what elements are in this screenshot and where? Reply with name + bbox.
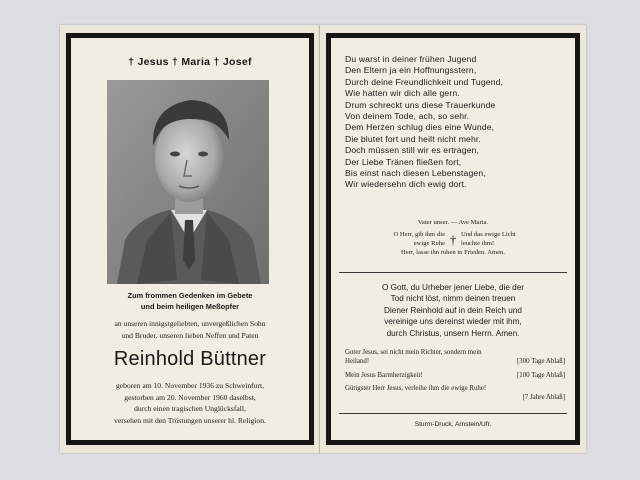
indulgence-entry <box>345 371 565 380</box>
poem-line: Wie hatten wir dich alle gern. <box>345 88 460 99</box>
poem-line: Durch deine Freundlichkeit und Tugend, <box>345 76 504 87</box>
indulgence-row <box>345 371 565 380</box>
o-gott-prayer <box>341 282 565 339</box>
poem-line: Doch müssen still wir es ertragen, <box>345 145 480 156</box>
poem-line: Wir wiedersehn dich ewig dort. <box>345 179 467 190</box>
relations-line: an unseren innigstgeliebten, unvergeßlichen Sohn <box>114 319 266 328</box>
indulgence-row <box>345 357 565 366</box>
relations-text <box>75 318 305 341</box>
life-line: durch einen tragischen Unglücksfall, <box>134 404 246 413</box>
caption-line: Zum frommen Gedenken im Gebete <box>127 291 253 300</box>
indulgence-entry <box>345 384 565 403</box>
card-left-panel <box>60 25 320 453</box>
o-gott-line: vereinige uns dereinst wieder mit ihm, <box>384 317 522 327</box>
indulgence-days: [7 Jahre Ablaß] <box>522 394 565 402</box>
black-mourning-border <box>66 33 314 445</box>
indulgence-days: [100 Tage Ablaß] <box>517 372 565 379</box>
caption-line: und beim heiligen Meßopfer <box>140 302 240 311</box>
divider-rule <box>339 413 567 414</box>
printer-imprint: Sturm-Druck, Arnstein/Ufr. <box>414 421 492 428</box>
poem-line: Drum schreckt uns diese Trauerkunde <box>345 99 496 110</box>
indulgence-text: Guter Jesus, sei nicht mein Richter, sondern mein <box>345 349 482 356</box>
life-line: geboren am 10. November 1936 zu Schweinfurt, <box>115 381 265 390</box>
jesus-maria-josef-heading: † Jesus † Maria † Josef <box>128 56 252 68</box>
prayer-left-line: O Herr, gib ihm die <box>393 231 445 238</box>
card-right-panel <box>320 25 586 453</box>
o-gott-line: Diener Reinhold auf in dein Reich und <box>384 305 522 315</box>
prayer-bottom-line: Herr, lasse ihn ruhen in Frieden. Amen. <box>401 249 505 256</box>
black-mourning-border <box>326 33 580 445</box>
divider-rule <box>339 272 567 273</box>
poem-line: Dem Herzen schlug dies eine Wunde, <box>345 122 495 133</box>
life-line: versehen mit den Tröstungen unserer hl. Religion. <box>114 415 266 425</box>
memorial-caption <box>71 290 309 312</box>
prayer-right-line: Und das ewige Licht <box>461 231 516 238</box>
indulgence-text: Gütigster Herr Jesus, verleihe ihm die ewige Ruhe! <box>345 385 487 392</box>
indulgence-text: Mein Jesus Barmherzigkeit! <box>345 372 423 379</box>
life-line: gestorben am 20. November 1960 daselbst, <box>124 392 256 402</box>
poem-line: Von deinem Tode, ach, so sehr. <box>345 111 470 122</box>
o-gott-line: O Gott, du Urheber jener Liebe, die der <box>382 283 524 292</box>
indulgence-text: Heiland! <box>345 358 370 366</box>
indulgence-entry <box>345 348 565 367</box>
portrait-photo <box>107 80 269 284</box>
cross-icon: † <box>449 231 457 247</box>
o-gott-line: Tod nicht löst, nimm deinen treuen <box>390 294 516 304</box>
memorial-poem <box>345 54 565 191</box>
prayer-right-text <box>461 230 545 248</box>
poem-line: Der Liebe Tränen fließen fort, <box>345 156 462 167</box>
indulgence-row <box>345 393 565 402</box>
o-gott-line: durch Christus, unsern Herrn. Amen. <box>386 328 520 338</box>
poem-line: Den Eltern ja ein Hoffnungsstern, <box>345 65 477 76</box>
short-prayer <box>335 218 571 257</box>
deceased-name: Reinhold Büttner <box>113 348 267 370</box>
prayer-left-line: ewige Ruhe <box>413 240 445 247</box>
poem-line: Du warst in deiner frühen Jugend <box>345 54 477 64</box>
prayer-right-line: leuchte ihm! <box>461 240 495 247</box>
life-dates-text <box>75 380 305 426</box>
poem-line: Bis einst nach diesen Lebenstagen, <box>345 168 486 179</box>
prayer-left-text <box>361 230 445 248</box>
portrait-image <box>107 80 269 284</box>
poem-line: Die blutet fort und heilt nicht mehr. <box>345 133 481 144</box>
relations-line: und Bruder, unseren lieben Neffen und Paten <box>121 330 259 340</box>
indulgence-days: [300 Tage Ablaß] <box>517 358 565 366</box>
prayer-middle <box>335 230 571 248</box>
prayer-top-line: Vater unser. — Ave Maria. <box>417 219 489 226</box>
